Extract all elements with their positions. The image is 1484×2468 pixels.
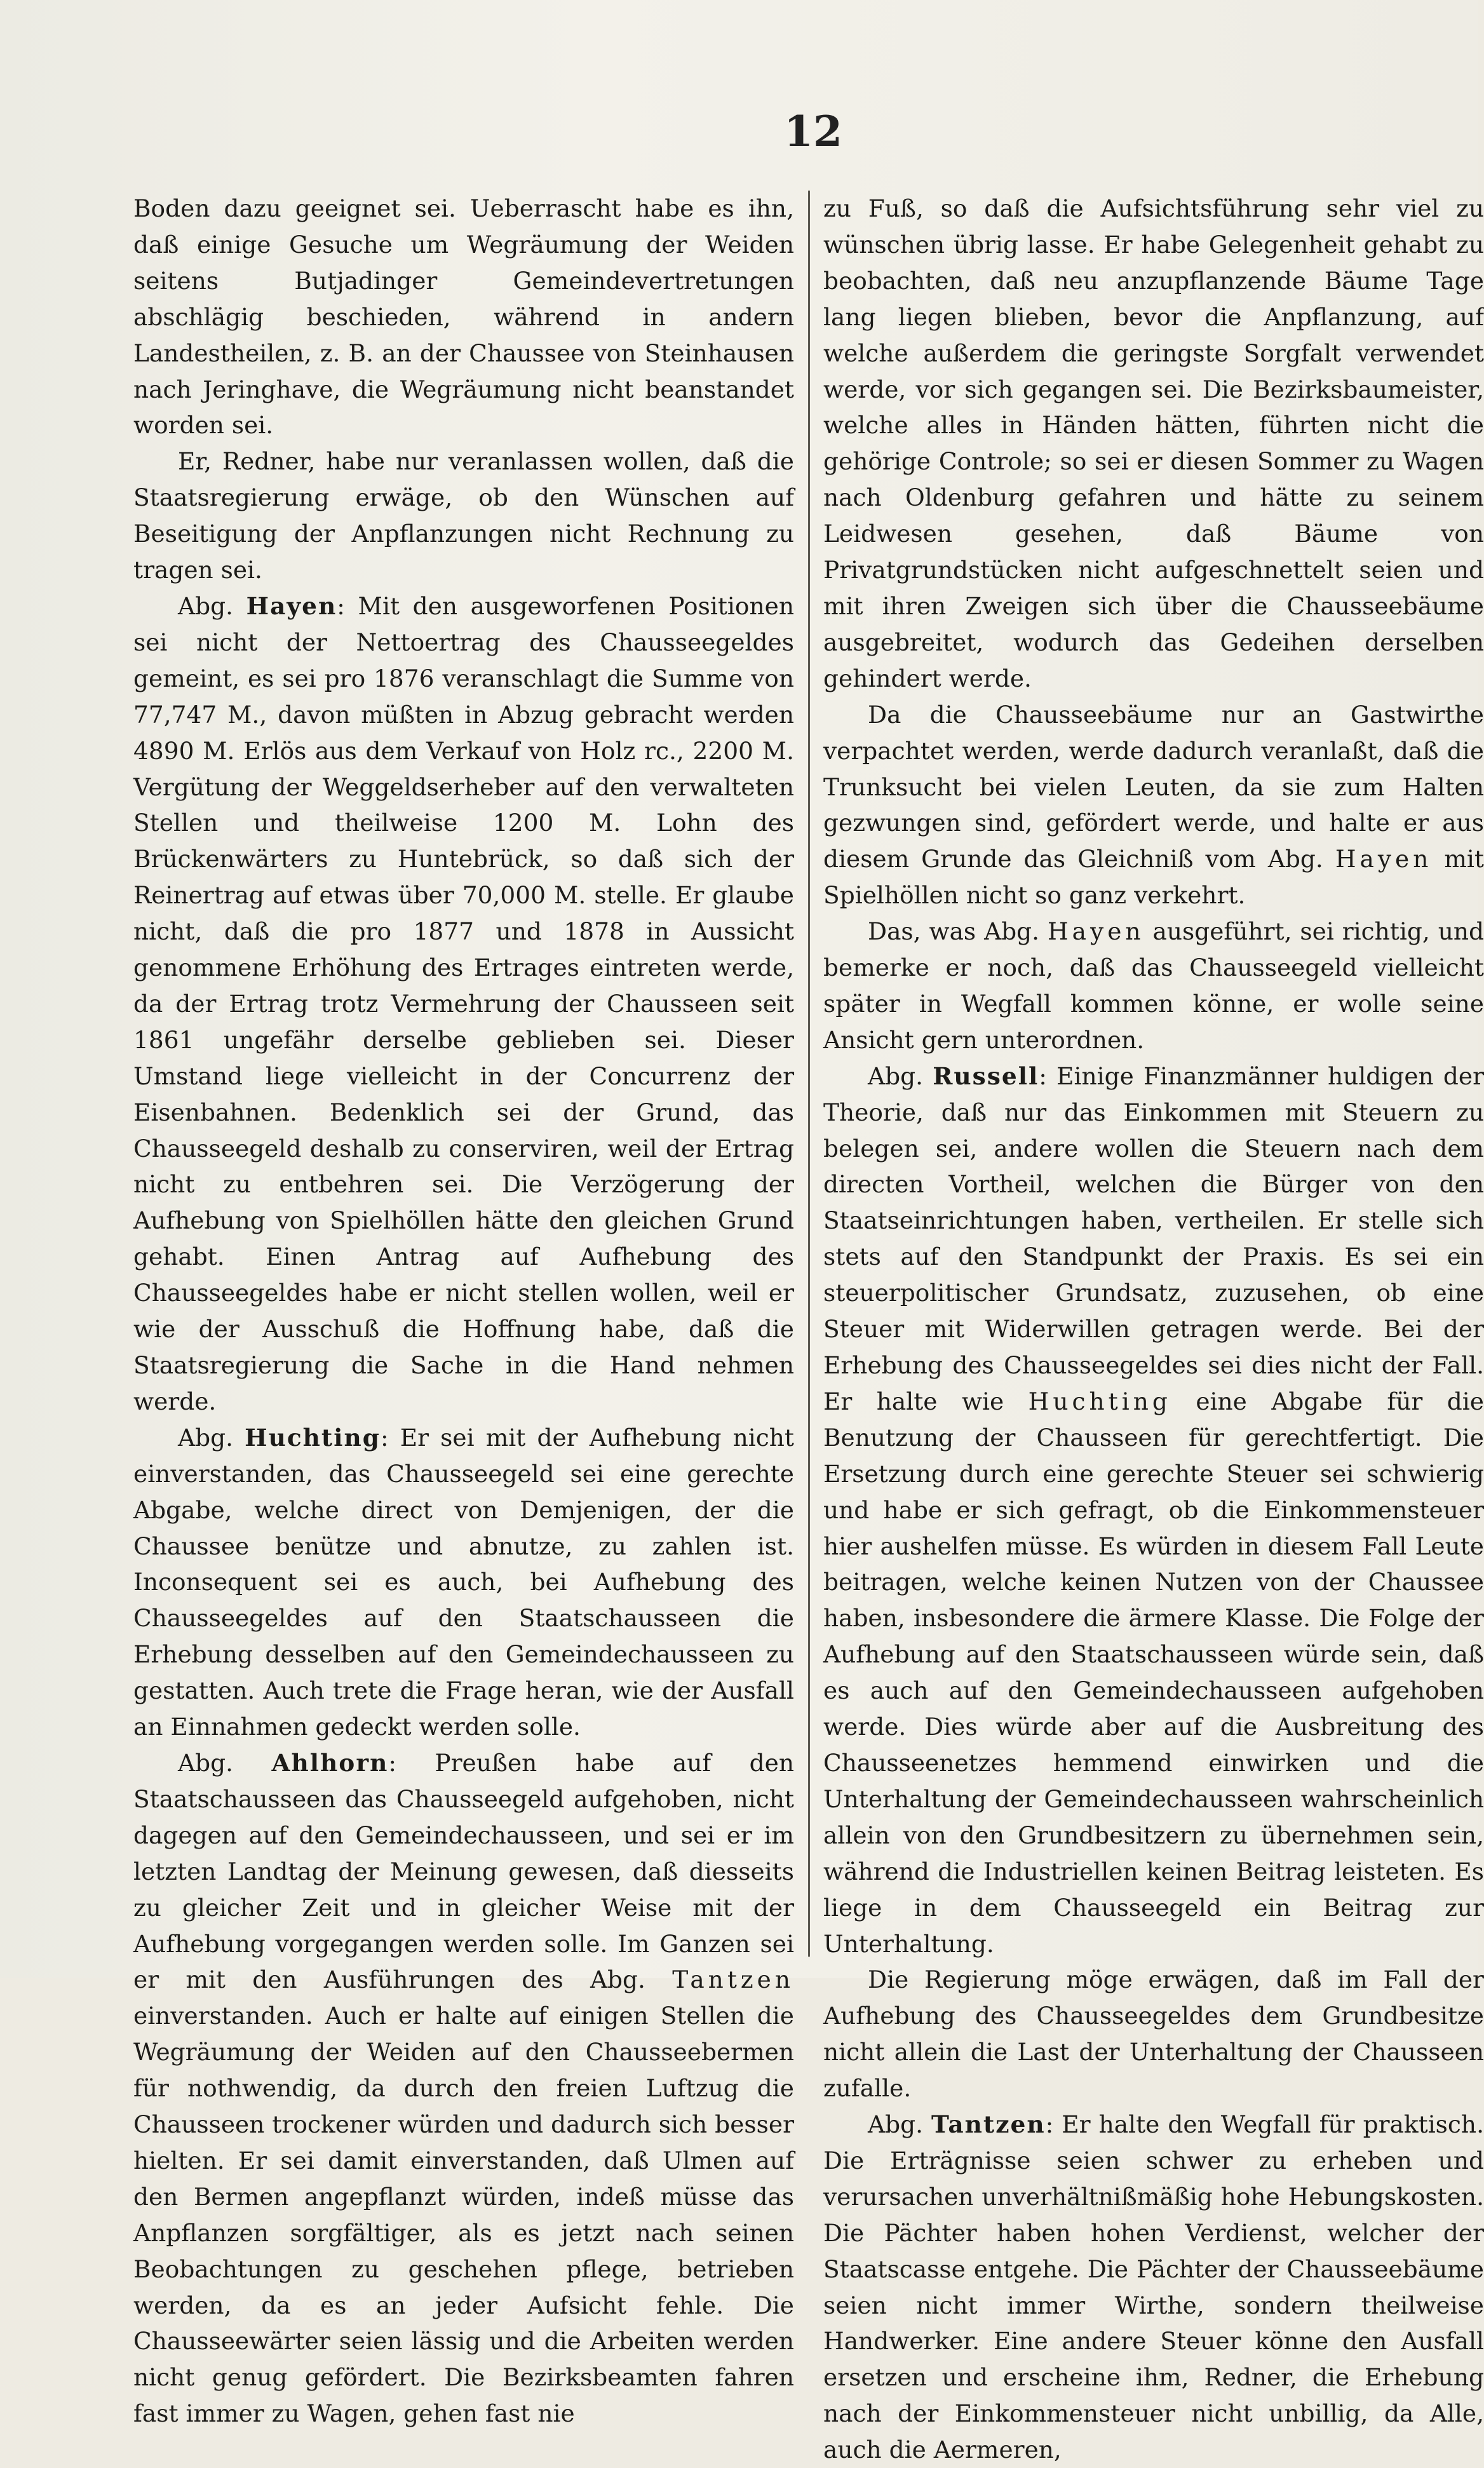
spaced-name: Hayen — [1335, 845, 1433, 873]
text-run: Er, Redner, habe nur veranlassen wollen, daß die Staatsregierung erwäge, ob den Wünschen auf Beseitigung der Anpflanzungen nicht Rechnung zu tragen sei. — [133, 447, 794, 584]
text-run: Abg. — [178, 1748, 272, 1777]
text-run: Abg. — [868, 2110, 932, 2139]
text-run: Abg. — [178, 1423, 245, 1452]
speaker-name: Tantzen — [931, 2110, 1046, 2139]
text-run: Boden dazu geeignet sei. Ueberrascht habe es ihn, daß einige Gesuche um Wegräumung der Weiden seitens Butjadinger Gemeindevertretungen abschlägig beschieden, während in andern Landestheilen, z. B. an der Chaussee von Steinhausen nach Jeringhave, die Wegräumung nicht beanstandet worden sei. — [133, 194, 794, 440]
paragraph — [823, 697, 1484, 914]
paragraph — [823, 2107, 1484, 2468]
paragraph — [823, 1058, 1484, 1962]
spaced-name: Tantzen — [672, 1966, 794, 1994]
speaker-name: Ahlhorn — [271, 1748, 389, 1777]
paragraph — [133, 443, 794, 588]
text-run: eine Abgabe für die Benutzung der Chausseen für gerechtfertigt. Die Ersetzung durch eine gerechte Steuer sei schwierig und habe er sich gefragt, ob die Einkommensteuer hier aushelfen müsse. Es würden in diesem Fall Leute beitragen, welche keinen Nutzen von der Chaussee haben, insbesondere die ärmere Klasse. Die Folge der Aufhebung auf den Staatschausseen würde sein, daß es auch auf den Gemeindechausseen aufgehoben werde. Dies würde aber auf die Ausbreitung des Chausseenetzes hemmend einwirken und die Unterhaltung der Gemeindechausseen wahrscheinlich allein von den Grundbesitzern zu übernehmen sein, während die Industriellen keinen Beitrag leisteten. Es liege in dem Chausseegeld ein Beitrag zur Unterhaltung. — [823, 1387, 1484, 1958]
text-run: Die Regierung möge erwägen, daß im Fall der Aufhebung des Chausseegeldes dem Grundbesitze nicht allein die Last der Unterhaltung der Chausseen zufalle. — [823, 1966, 1484, 2103]
paragraph — [133, 1420, 794, 1745]
text-run: zu Fuß, so daß die Aufsichtsführung sehr viel zu wünschen übrig lasse. Er habe Gelegenheit gehabt zu beobachten, daß neu anzupflanzende Bäume Tage lang liegen blieben, bevor die Anpflanzung, auf welche außerdem die geringste Sorgfalt verwendet werde, vor sich gegangen sei. Die Bezirksbaumeister, welche alles in Händen hätten, führten nicht die gehörige Controle; so sei er diesen Sommer zu Wagen nach Oldenburg gefahren und hätte zu seinem Leidwesen gesehen, daß Bäume von Privatgrundstücken nicht aufgeschnettelt seien und mit ihren Zweigen sich über die Chausseebäume ausgebreitet, wodurch das Gedeihen derselben gehindert werde. — [823, 194, 1484, 692]
right-column — [823, 191, 1484, 2464]
paragraph — [133, 1745, 794, 2432]
speaker-name: Huchting — [245, 1423, 381, 1452]
text-run: : Einige Finanzmänner huldigen der Theorie, daß nur das Einkommen mit Steuern zu belegen sei, andere wollen die Steuern nach dem directen Vortheil, welchen die Bürger von den Staatseinrichtungen haben, vertheilen. Er stelle sich stets auf den Standpunkt der Praxis. Es sei ein steuerpolitischer Grundsatz, zuzusehen, ob eine Steuer mit Widerwillen getragen werde. Bei der Erhebung des Chausseegeldes sei dies nicht der Fall. Er halte wie — [823, 1062, 1484, 1415]
text-run: Das, was Abg. — [868, 917, 1048, 946]
paragraph — [823, 191, 1484, 697]
spaced-name: Hayen — [1047, 917, 1145, 946]
text-run: Abg. — [178, 591, 246, 620]
paragraph — [133, 588, 794, 1420]
text-run: : Mit den ausgeworfenen Positionen sei nicht der Nettoertrag des Chausseegeldes gemeint, es sei pro 1876 veranschlagt die Summe von 77,747 M., davon müßten in Abzug gebracht werden 4890 M. Erlös aus dem Verkauf von Holz rc., 2200 M. Vergütung der Weggeldserheber auf den verwalteten Stellen und theilweise 1200 M. Lohn des Brückenwärters zu Huntebrück, so daß sich der Reinertrag auf etwas über 70,000 M. stelle. Er glaube nicht, daß die pro 1877 und 1878 in Aussicht genommene Erhöhung des Ertrages eintreten werde, da der Ertrag trotz Vermehrung der Chausseen seit 1861 ungefähr derselbe geblieben sei. Dieser Umstand liege vielleicht in der Concurrenz der Eisenbahnen. Bedenklich sei der Grund, das Chausseegeld deshalb zu conserviren, weil der Ertrag nicht zu entbehren sei. Die Verzögerung der Aufhebung von Spielhöllen hätte den gleichen Grund gehabt. Einen Antrag auf Aufhebung des Chausseegeldes habe er nicht stellen wollen, weil er wie der Ausschuß die Hoffnung habe, daß die Staatsregierung die Sache in die Hand nehmen werde. — [133, 591, 795, 1415]
text-run: : Er halte den Wegfall für praktisch. Die Erträgnisse seien schwer zu erheben und verursachen unverhältnißmäßig hohe Hebungskosten. Die Pächter haben hohen Verdienst, welcher der Staatscasse entgehe. Die Pächter der Chausseebäume seien nicht immer Wirthe, sondern theilweise Handwerker. Eine andere Steuer könne den Ausfall ersetzen und erscheine ihm, Redner, die Erhebung nach der Einkommensteuer nicht unbillig, da Alle, auch die Aermeren, — [823, 2110, 1484, 2464]
paragraph — [823, 1962, 1484, 2107]
column-divider — [808, 191, 810, 1957]
paragraph — [823, 914, 1484, 1058]
paragraph — [133, 191, 794, 443]
text-run: Abg. — [868, 1062, 933, 1090]
left-column — [133, 191, 795, 2428]
text-run: ausgeführt, sei richtig, und bemerke er noch, daß das Chausseegeld vielleicht später in Wegfall kommen könne, er wolle seine Ansicht gern unterordnen. — [823, 917, 1484, 1054]
spaced-name: Huchting — [1028, 1387, 1171, 1415]
text-run: mit Spielhöllen nicht so ganz verkehrt. — [823, 845, 1484, 910]
page-number: 12 — [784, 107, 842, 156]
text-run: Da die Chausseebäume nur an Gastwirthe verpachtet werden, werde dadurch veranlaßt, daß die Trunksucht bei vielen Leuten, da sie zum Halten gezwungen sind, gefördert werde, und halte er aus diesem Grunde das Gleichniß vom Abg. — [823, 700, 1484, 873]
text-run: einverstanden. Auch er halte auf einigen Stellen die Wegräumung der Weiden auf den Chausseebermen für nothwendig, da durch den freien Luftzug die Chausseen trockener würden und dadurch sich besser hielten. Er sei damit einverstanden, daß Ulmen auf den Bermen angepflanzt würden, indeß müsse das Anpflanzen sorgfältiger, als es jetzt nach seinen Beobachtungen zu geschehen pflege, betrieben werden, da es an jeder Aufsicht fehle. Die Chausseewärter seien lässig und die Arbeiten werden nicht genug gefördert. Die Bezirksbeamten fahren fast immer zu Wagen, gehen fast nie — [133, 2002, 794, 2428]
text-run: : Er sei mit der Aufhebung nicht einverstanden, das Chausseegeld sei eine gerechte Abgabe, welche direct von Demjenigen, der die Chaussee benütze und abnutze, zu zahlen ist. Inconsequent sei es auch, bei Aufhebung des Chausseegeldes auf den Staatschausseen die Erhebung desselben auf den Gemeindechausseen zu gestatten. Auch trete die Frage heran, wie der Ausfall an Einnahmen gedeckt werden solle. — [133, 1423, 794, 1741]
speaker-name: Russell — [933, 1062, 1039, 1090]
speaker-name: Hayen — [246, 591, 337, 620]
text-run: : Preußen habe auf den Staatschausseen das Chausseegeld aufgehoben, nicht dagegen auf den Gemeindechausseen, und sei er im letzten Landtag der Meinung gewesen, daß diesseits zu gleicher Zeit und in gleicher Weise mit der Aufhebung vorgegangen werden solle. Im Ganzen sei er mit den Ausführungen des Abg. — [133, 1748, 794, 1994]
